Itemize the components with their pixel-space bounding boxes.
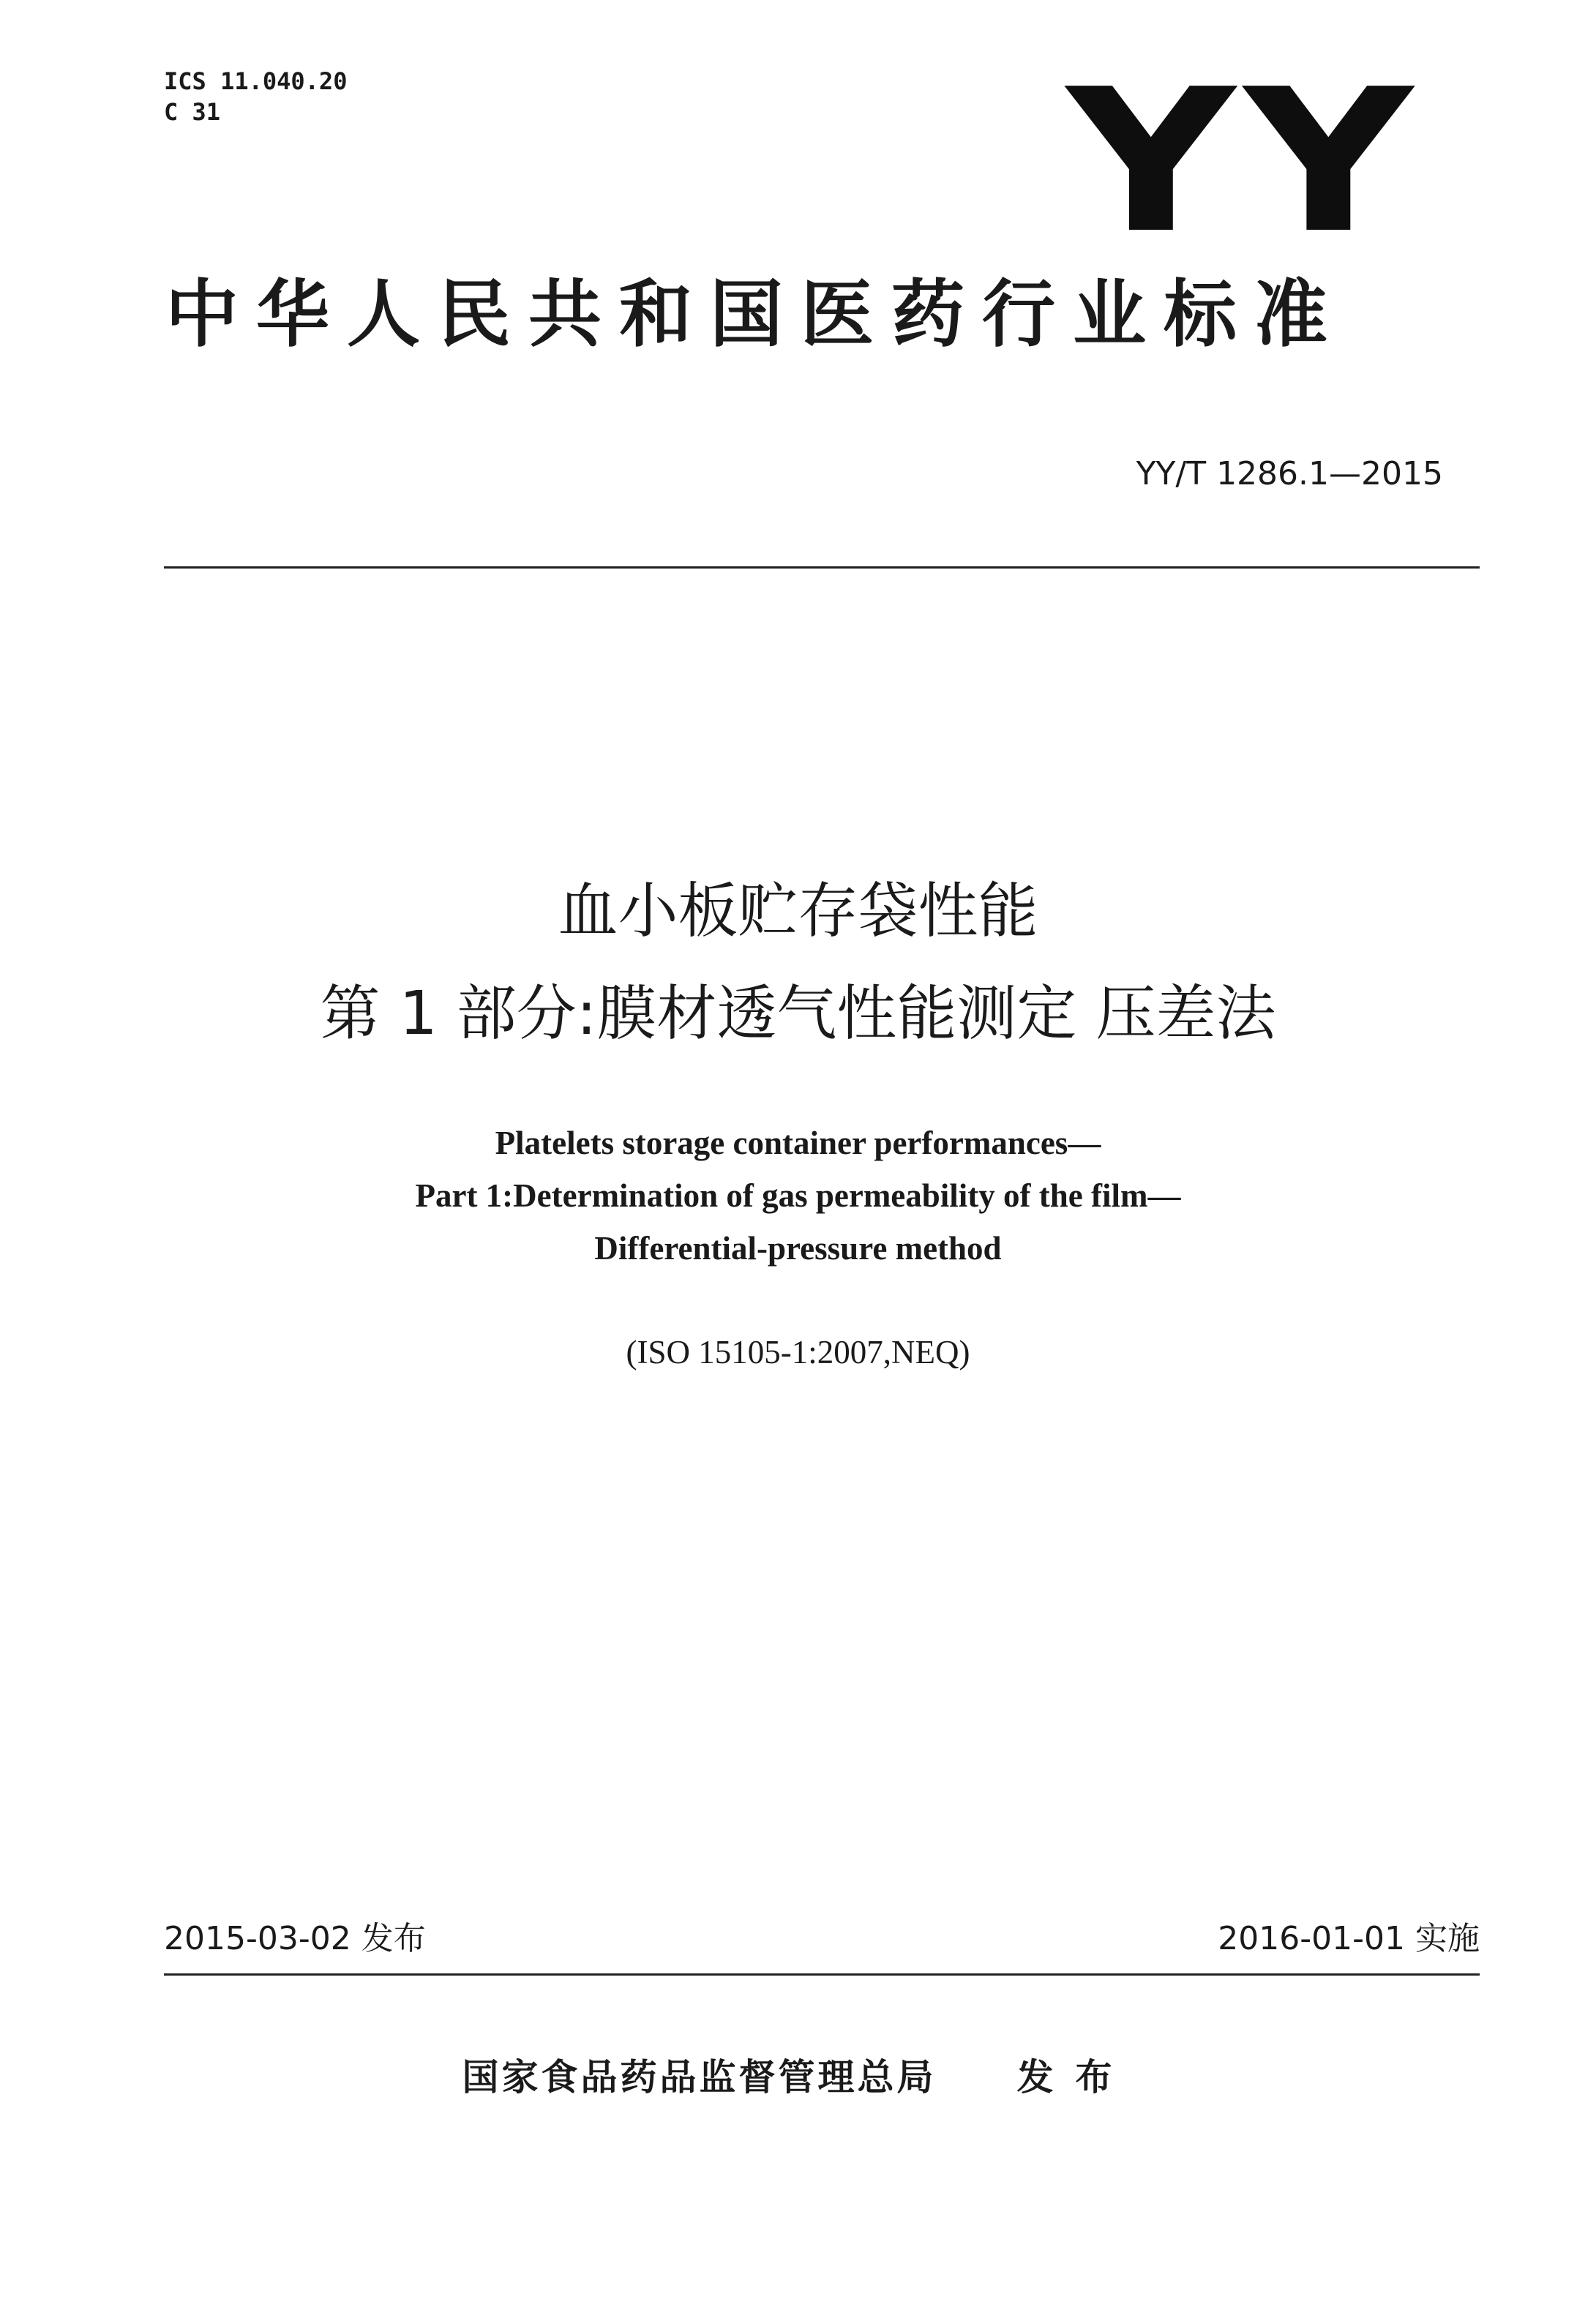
ics-code: ICS 11.040.20 [164, 67, 348, 95]
issue-date: 2015-03-02 发布 [164, 1920, 426, 1957]
issuer-name: 国家食品药品监督管理总局 [462, 2056, 937, 2099]
title-en-line3: Differential-pressure method [594, 1230, 1002, 1267]
implementation-date: 2016-01-01 实施 [1218, 1920, 1480, 1957]
title-cn-main: 血小板贮存袋性能 [558, 877, 1038, 946]
title-en-line1: Platelets storage container performances— [495, 1125, 1101, 1161]
issuer-line [0, 2052, 1596, 2103]
title-cn-part: 第 1 部分:膜材透气性能测定 压差法 [320, 979, 1276, 1049]
footer-divider [164, 1973, 1480, 1976]
yy-logo: YY [1066, 46, 1422, 277]
standard-number: YY/T 1286.1—2015 [1136, 455, 1443, 492]
issuer-action: 发布 [1016, 2056, 1134, 2099]
title-en-line2: Part 1:Determination of gas permeability of the film— [415, 1177, 1181, 1214]
ccs-code: C 31 [164, 98, 221, 126]
iso-reference: (ISO 15105-1:2007,NEQ) [626, 1334, 970, 1370]
ministry-title: 中华人民共和国医药行业标准 [165, 271, 1345, 357]
header-divider [164, 566, 1480, 569]
classification-codes [164, 66, 347, 127]
